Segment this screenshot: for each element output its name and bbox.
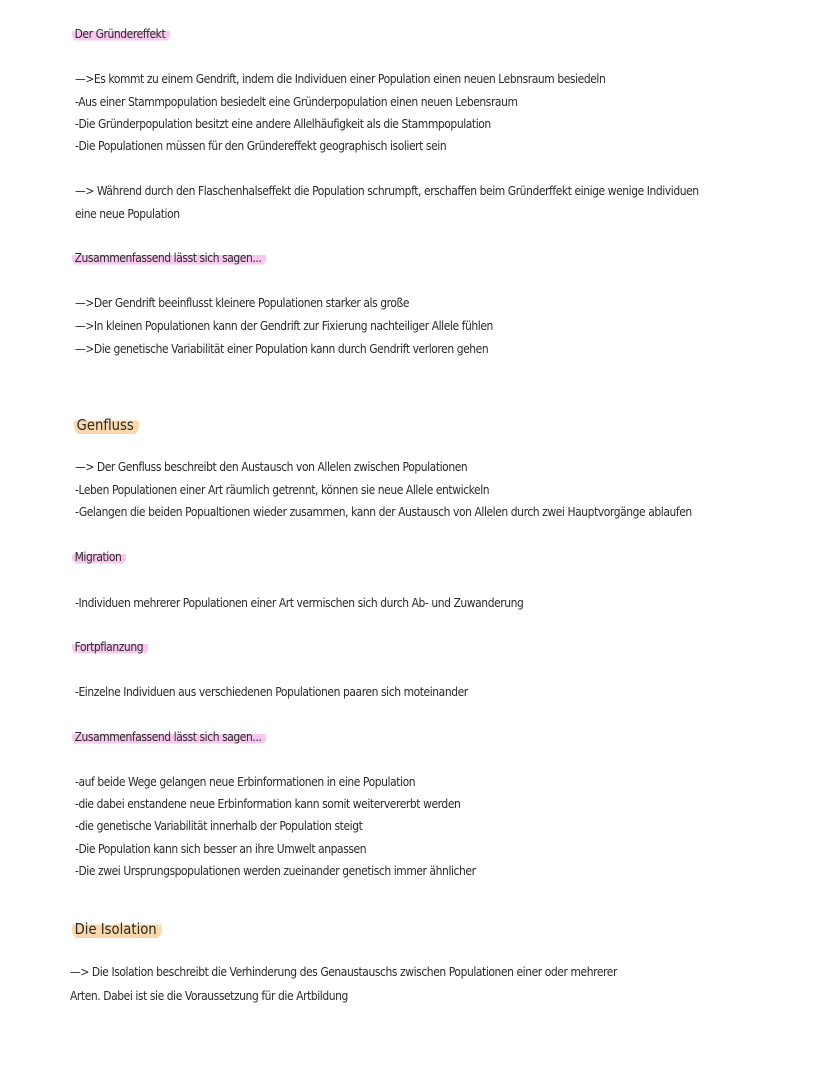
gruendereffekt-line-2: -Aus einer Stammpopulation besiedelt eine Gründerpopulation einen neuen Lebensraum (75, 94, 518, 109)
isolation-line-2: Arten. Dabei ist sie die Voraussetzung für die Artbildung (70, 988, 348, 1003)
heading-migration: Migration (72, 549, 127, 565)
summary-2-line-5: -Die zwei Ursprungspopulationen werden zueinander genetisch immer ähnlicher (75, 863, 476, 878)
isolation-line-1: —> Die Isolation beschreibt die Verhinderung des Genaustauschs zwischen Populationen einer oder mehrerer (70, 964, 617, 979)
gruendereffekt-comparison-line-2: eine neue Population (75, 206, 180, 221)
heading-gruendereffekt: Der Gründereffekt (72, 26, 170, 42)
summary-2-line-4: -Die Population kann sich besser an ihre Umwelt anpassen (75, 841, 367, 856)
heading-genfluss: Genfluss (74, 415, 139, 435)
migration-line: -Individuen mehrerer Populationen einer Art vermischen sich durch Ab- und Zuwanderung (75, 595, 524, 610)
genfluss-line-1: —> Der Genfluss beschreibt den Austausch von Allelen zwischen Populationen (75, 459, 468, 474)
summary-1-line-2: —>In kleinen Populationen kann der Gendrift zur Fixierung nachteiliger Allele fühlen (75, 318, 493, 333)
summary-1-line-3: —>Die genetische Variabilität einer Population kann durch Gendrift verloren gehen (75, 341, 489, 356)
heading-summary-1: Zusammenfassend lässt sich sagen... (72, 250, 266, 266)
heading-fortpflanzung: Fortpflanzung (72, 639, 148, 655)
summary-2-line-1: -auf beide Wege gelangen neue Erbinformationen in eine Population (75, 774, 416, 789)
gruendereffekt-line-4: -Die Populationen müssen für den Gründereffekt geographisch isoliert sein (75, 138, 447, 153)
gruendereffekt-line-1: —>Es kommt zu einem Gendrift, indem die Individuen einer Population einen neuen Lebnsraum besiedeln (75, 71, 606, 86)
summary-1-line-1: —>Der Gendrift beeinflusst kleinere Populationen starker als große (75, 295, 410, 310)
summary-2-line-3: -die genetische Variabilität innerhalb der Population steigt (75, 818, 363, 833)
gruendereffekt-comparison-line-1: —> Während durch den Flaschenhalseffekt die Population schrumpft, erschaffen beim Gründerffekt einige wenige Individuen (75, 183, 699, 198)
summary-2-line-2: -die dabei enstandene neue Erbinformation kann somit weitervererbt werden (75, 796, 461, 811)
gruendereffekt-line-3: -Die Gründerpopulation besitzt eine andere Allelhäufigkeit als die Stammpopulation (75, 116, 491, 131)
fortpflanzung-line: -Einzelne Individuen aus verschiedenen Populationen paaren sich moteinander (75, 684, 468, 699)
heading-summary-2: Zusammenfassend lässt sich sagen... (72, 729, 266, 745)
genfluss-line-2: -Leben Populationen einer Art räumlich getrennt, können sie neue Allele entwickeln (75, 482, 490, 497)
heading-isolation: Die Isolation (72, 919, 162, 939)
genfluss-line-3: -Gelangen die beiden Popualtionen wieder zusammen, kann der Austausch von Allelen durch zwei Hauptvorgänge ablaufen (75, 504, 692, 519)
